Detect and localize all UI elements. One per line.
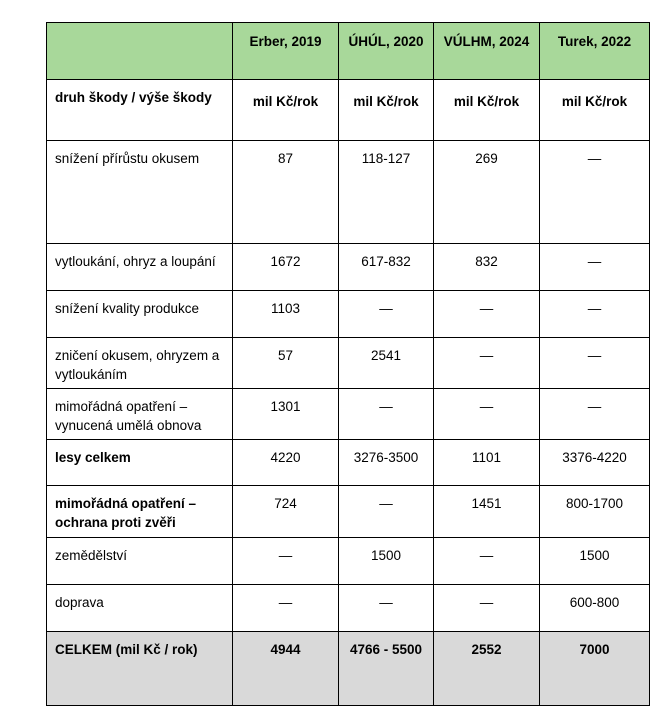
value-cell: 1672 — [233, 244, 339, 291]
table-row — [47, 538, 650, 585]
value-cell: 118-127 — [339, 141, 434, 244]
value-cell: 1101 — [434, 440, 540, 486]
value-cell: — — [434, 538, 540, 585]
row-label: doprava — [47, 585, 233, 632]
row-label: vytloukání, ohryz a loupání — [47, 244, 233, 291]
value-cell: 269 — [434, 141, 540, 244]
value-cell: — — [434, 585, 540, 632]
value-cell: 1103 — [233, 291, 339, 338]
table-row — [47, 585, 650, 632]
value-cell: — — [540, 338, 650, 389]
value-cell: 87 — [233, 141, 339, 244]
table-row — [47, 440, 650, 486]
table-row — [47, 389, 650, 440]
value-cell: — — [434, 389, 540, 440]
value-cell: — — [339, 291, 434, 338]
units-label: druh škody / výše škody — [47, 80, 233, 141]
row-label: mimořádná opatření – ochrana proti zvěři — [47, 486, 233, 538]
unit-cell: mil Kč/rok — [434, 80, 540, 141]
value-cell: 3276-3500 — [339, 440, 434, 486]
value-cell: — — [233, 538, 339, 585]
value-cell: — — [339, 486, 434, 538]
value-cell: 57 — [233, 338, 339, 389]
header-turek: Turek, 2022 — [540, 23, 650, 80]
units-row — [47, 80, 650, 141]
value-cell: — — [540, 291, 650, 338]
header-erber: Erber, 2019 — [233, 23, 339, 80]
value-cell: — — [434, 338, 540, 389]
value-cell: 2541 — [339, 338, 434, 389]
header-vulhm: VÚLHM, 2024 — [434, 23, 540, 80]
value-cell: — — [540, 389, 650, 440]
value-cell: 724 — [233, 486, 339, 538]
row-label: snížení přírůstu okusem — [47, 141, 233, 244]
value-cell: — — [233, 585, 339, 632]
table-row — [47, 486, 650, 538]
total-label: CELKEM (mil Kč / rok) — [47, 632, 233, 706]
table-row — [47, 338, 650, 389]
header-row — [47, 23, 650, 80]
value-cell: — — [339, 389, 434, 440]
value-cell: 1451 — [434, 486, 540, 538]
row-label: lesy celkem — [47, 440, 233, 486]
value-cell: 3376-4220 — [540, 440, 650, 486]
value-cell: 800-1700 — [540, 486, 650, 538]
row-label: zničení okusem, ohryzem a vytloukáním — [47, 338, 233, 389]
total-row — [47, 632, 650, 706]
total-cell: 2552 — [434, 632, 540, 706]
total-cell: 4944 — [233, 632, 339, 706]
value-cell: 1301 — [233, 389, 339, 440]
value-cell: 1500 — [540, 538, 650, 585]
row-label: zemědělství — [47, 538, 233, 585]
unit-cell: mil Kč/rok — [540, 80, 650, 141]
damage-table — [46, 22, 650, 706]
value-cell: 617-832 — [339, 244, 434, 291]
value-cell: 1500 — [339, 538, 434, 585]
table-row — [47, 141, 650, 244]
value-cell: — — [339, 585, 434, 632]
unit-cell: mil Kč/rok — [233, 80, 339, 141]
header-empty — [47, 23, 233, 80]
value-cell: 832 — [434, 244, 540, 291]
table-row — [47, 291, 650, 338]
value-cell: — — [540, 244, 650, 291]
total-cell: 7000 — [540, 632, 650, 706]
value-cell: 600-800 — [540, 585, 650, 632]
total-cell: 4766 - 5500 — [339, 632, 434, 706]
header-uhul: ÚHÚL, 2020 — [339, 23, 434, 80]
unit-cell: mil Kč/rok — [339, 80, 434, 141]
table-row — [47, 244, 650, 291]
value-cell: — — [540, 141, 650, 244]
row-label: mimořádná opatření – vynucená umělá obnova — [47, 389, 233, 440]
value-cell: 4220 — [233, 440, 339, 486]
value-cell: — — [434, 291, 540, 338]
row-label: snížení kvality produkce — [47, 291, 233, 338]
